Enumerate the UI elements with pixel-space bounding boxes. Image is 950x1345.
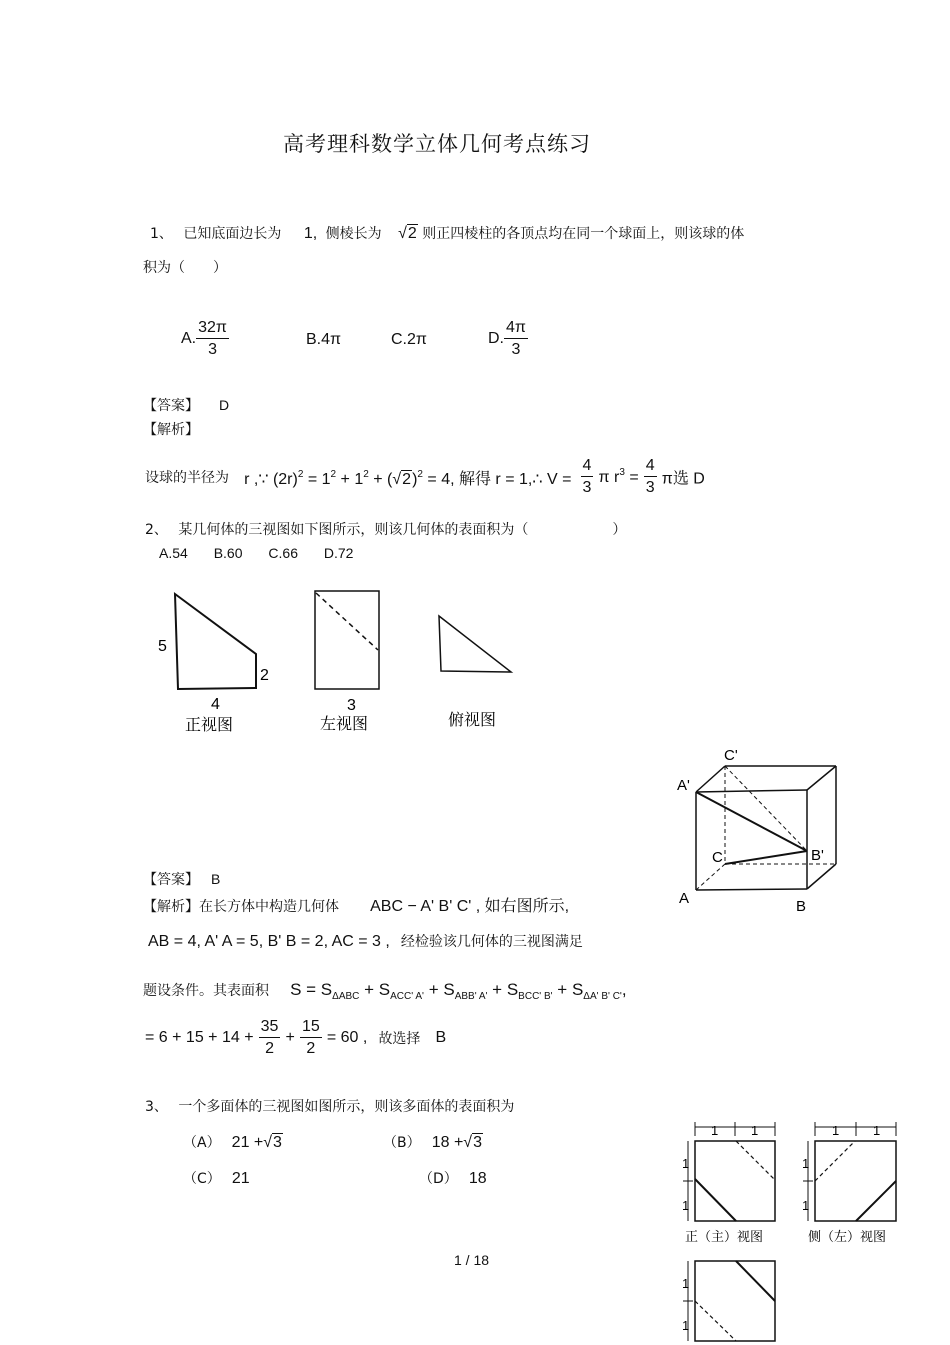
q2-text: 某几何体的三视图如下图所示，则该几何体的表面积为（ ） [178,522,627,538]
q3-side-dim-left-1: 1 [802,1156,810,1171]
q3-option-a: （A） 21 +√3 [183,1134,282,1151]
q3-top-view [683,1261,775,1341]
q3-front-dim-top-2: 1 [751,1123,759,1138]
page-number: 1 / 18 [454,1252,490,1268]
side-view-caption: 左视图 [320,714,369,733]
q3-front-dim-left-1: 1 [682,1156,690,1171]
q1-sqrt: √2 [398,225,417,242]
q1-edge: 1, [303,225,318,242]
vertex-b: B [796,898,807,915]
q3-side-caption: 侧（左）视图 [808,1230,887,1245]
q3-front-view [683,1122,775,1221]
front-label-2: 2 [260,667,269,684]
q1-option-c: C.2π [391,331,427,348]
q1-option-a: A. $\frac{32\pi}{3}$ [181,319,227,358]
q1-text-a: 已知底面边长为 [183,226,282,242]
q3-top-dim-left-1: 1 [682,1276,690,1291]
page-title: 高考理科数学立体几何考点练习 [283,132,591,156]
q1-solution: 设球的半径为 r ,∵ $(2r)^2 = 1^2 + 1^2 + (√2)^2 = 4$, 解得 r = 1,∴ V = $\frac{4}{3}$ π $r^3$ = $\frac{4}{3}$ π选 D [145,457,705,496]
q2-option-d: D.72 [323,545,354,561]
vertex-c-prime: C' [724,747,738,764]
q3-top-dim-left-2: 1 [682,1318,690,1333]
q3-option-d: （D） 18 [419,1170,487,1187]
q1-option-d: D. $\frac{4\pi}{3}$ [488,319,526,358]
q2-option-b: B.60 [213,545,243,561]
q3-side-dim-left-2: 1 [802,1198,810,1213]
top-view-caption: 俯视图 [448,710,497,729]
q2-analysis-line2: AB = 4, A' A = 5, B' B = 2, AC = 3 , 经检验该几何体的三视图满足 [148,933,583,950]
q1-answer: 【答案】 D [143,397,230,414]
q1-sqrt-value: 2 [407,225,417,242]
q3-number: 3、 [145,1099,168,1115]
vertex-a: A [679,890,690,907]
q2-analysis-line3: 题设条件。其表面积 $S = S_{\Delta ABC} + S_{ACC' A'} + S_{ABB' A'} + S_{BCC' B'} + S_{\Delta A' B' C'}$, [143,980,627,1002]
q3-option-c: （C） 21 [183,1170,250,1187]
q3-option-b: （B） 18 +√3 [383,1134,482,1151]
q2-answer: 【答案】 B [143,871,221,888]
q2-option-c: C.66 [268,545,298,561]
vertex-c: C [712,849,723,866]
q1-option-b: B.4π [306,331,342,348]
q3-front-caption: 正（主）视图 [685,1230,764,1245]
q2-analysis-line1: 【解析】在长方体中构造几何体 ABC − A' B' C' , 如右图所示, [143,898,570,915]
front-label-4: 4 [211,696,220,713]
q1-text-b: 侧棱长为 [325,226,382,242]
side-label-3: 3 [347,697,356,714]
q1-text-d: 积为（ ） [143,260,227,276]
q3-front-dim-top-1: 1 [711,1123,719,1138]
q3-side-dim-top-2: 1 [873,1123,881,1138]
q1-number: 1、 [150,226,173,242]
q1-text-c: 则正四棱柱的各顶点均在同一个球面上，则该球的体 [422,226,745,242]
front-view-caption: 正视图 [185,715,234,734]
q1-analysis-label: 【解析】 [143,422,199,438]
vertex-a-prime: A' [677,777,690,794]
q3-side-dim-top-1: 1 [832,1123,840,1138]
q3-side-view [803,1122,896,1221]
q2-option-a: A.54 [159,545,188,561]
vertex-b-prime: B' [811,847,824,864]
q2-number: 2、 [145,522,168,538]
q2-analysis-line4: = 6 + 15 + 14 + $\frac{35}{2}$ + $\frac{15}{2}$ = 60 , 故选择 B [145,1018,447,1057]
front-label-5: 5 [158,638,167,655]
q3-text: 一个多面体的三视图如图所示，则该多面体的表面积为 [178,1099,515,1115]
q3-front-dim-left-2: 1 [682,1198,690,1213]
